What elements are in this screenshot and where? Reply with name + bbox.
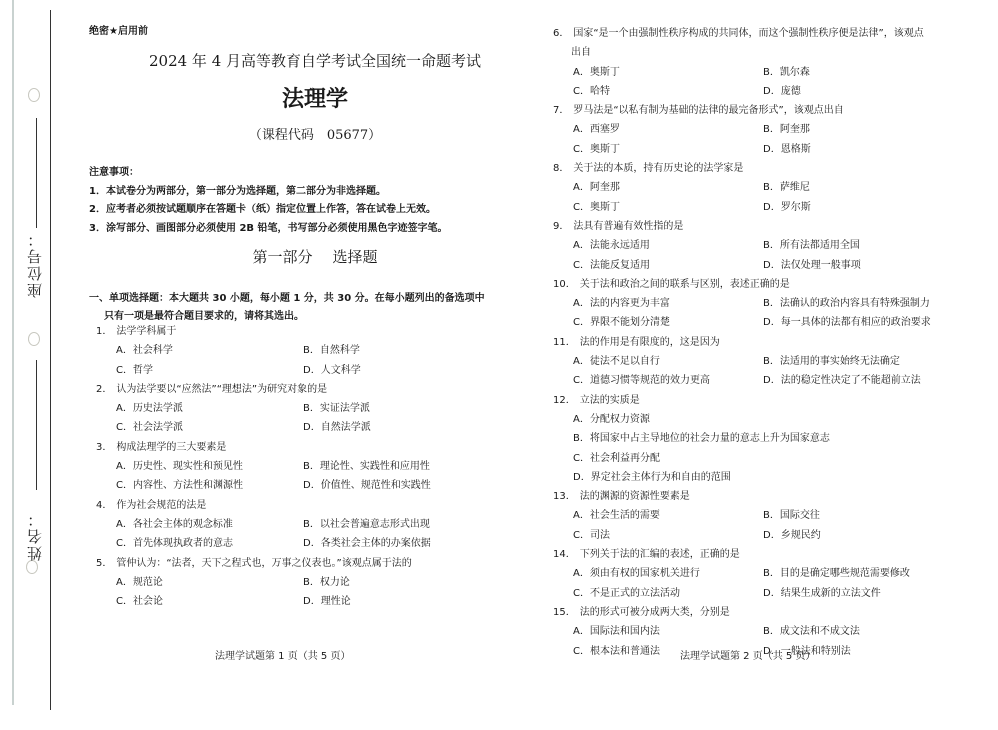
question-text: 管仲认为：“法者，天下之程式也，万事之仪表也。”该观点属于法的 <box>116 557 412 569</box>
punch-hole-icon <box>28 332 40 346</box>
page-footer-2: 法理学试题第 2 页（共 5 页） <box>680 651 816 662</box>
question-text: 关于法和政治之间的联系与区别，表述正确的是 <box>579 278 790 290</box>
answer-option: B．所有法都适用全国 <box>763 240 860 252</box>
notice-item: 1．本试卷分为两部分，第一部分为选择题，第二部分为非选择题。 <box>89 185 386 197</box>
notice-item: 2．应考者必须按试题顺序在答题卡（纸）指定位置上作答，答在试卷上无效。 <box>89 204 436 215</box>
question-text: 作为社会规范的法是 <box>116 499 207 511</box>
option-row <box>553 449 983 468</box>
question-stem <box>553 333 983 352</box>
punch-hole-icon <box>26 560 38 574</box>
option-row <box>553 82 983 101</box>
answer-option: B．成文法和不成文法 <box>763 626 860 638</box>
answer-option: C．内容性、方法性和渊源性 <box>116 480 243 492</box>
answer-option: B．以社会普遍意志形式出现 <box>303 518 430 530</box>
question-text: 法的作用是有限度的，这是因为 <box>579 336 720 348</box>
option-row <box>553 410 983 429</box>
question-stem <box>553 545 983 564</box>
question-number: 3． <box>96 441 113 453</box>
option-row <box>553 564 983 583</box>
answer-option: D．自然法学派 <box>303 422 371 434</box>
question-number: 12． <box>553 394 576 406</box>
question-stem <box>553 24 983 43</box>
answer-option: B．法适用的事实始终无法确定 <box>763 356 900 368</box>
notice-item: 3．涂写部分、画图部分必须使用 2B 铅笔，书写部分必须使用黑色字迹签字笔。 <box>89 222 448 234</box>
answer-option: B．凯尔森 <box>763 66 810 78</box>
question-text: 下列关于法的汇编的表述，正确的是 <box>579 549 740 561</box>
seat-number-label: 座位号： <box>26 230 44 298</box>
answer-option: A．阿奎那 <box>573 182 620 194</box>
answer-option: C．司法 <box>573 529 610 541</box>
answer-option: D．罗尔斯 <box>763 201 811 213</box>
question-stem <box>96 322 526 341</box>
question-text: 构成法理学的三大要素是 <box>116 441 227 453</box>
option-row <box>96 457 526 476</box>
question-number: 14． <box>553 549 576 561</box>
question-text-continued: 出自 <box>571 47 591 59</box>
answer-option: D．界定社会主体行为和自由的范围 <box>573 471 731 483</box>
answer-option: D．理性论 <box>303 596 351 608</box>
question-text: 法学学科属于 <box>116 326 177 337</box>
exam-title: 2024 年 4 月高等教育自学考试全国统一命题考试 <box>148 52 482 70</box>
option-row <box>553 371 983 390</box>
question-stem <box>96 496 526 515</box>
part-one-title: 第一部分 选择题 <box>252 248 378 266</box>
question-number: 8． <box>553 163 570 175</box>
question-number: 15． <box>553 606 576 618</box>
seat-number-underline <box>36 118 37 228</box>
binding-margin-line <box>50 10 51 710</box>
question-stem <box>96 380 526 399</box>
answer-option: B．实证法学派 <box>303 403 370 415</box>
answer-option: C．首先体现执政者的意志 <box>116 538 233 550</box>
answer-option: C．奥斯丁 <box>573 143 620 155</box>
questions-page-1 <box>96 322 526 611</box>
question-number: 7． <box>553 105 570 117</box>
answer-option: D．每一具体的法都有相应的政治要求 <box>763 317 931 329</box>
answer-option: D．一般法和特别法 <box>763 645 851 657</box>
name-underline <box>36 360 37 490</box>
answer-option: C．不是正式的立法活动 <box>573 587 680 599</box>
option-row <box>96 341 526 360</box>
option-row <box>553 140 983 159</box>
punch-hole-icon <box>28 88 40 102</box>
option-row <box>553 198 983 217</box>
secret-mark: 绝密★启用前 <box>89 26 148 37</box>
answer-option: C．根本法和普通法 <box>573 645 660 657</box>
answer-option: C．社会利益再分配 <box>573 452 660 464</box>
option-row <box>96 476 526 495</box>
option-row <box>96 399 526 418</box>
answer-option: B．阿奎那 <box>763 124 810 136</box>
answer-option: A．须由有权的国家机关进行 <box>573 568 700 580</box>
question-text: 法具有普遍有效性指的是 <box>573 220 684 232</box>
answer-option: D．价值性、规范性和实践性 <box>303 480 431 492</box>
answer-option: D．法仅处理一般事项 <box>763 259 861 271</box>
question-stem <box>553 159 983 178</box>
answer-option: A．历史性、现实性和预见性 <box>116 461 243 473</box>
course-code: （课程代码 05677） <box>248 128 382 143</box>
answer-option: C．社会法学派 <box>116 422 183 434</box>
question-number: 10． <box>553 278 576 290</box>
option-row <box>553 622 983 641</box>
question-text: 法的渊源的资源性要素是 <box>579 491 690 503</box>
question-number: 13． <box>553 491 576 503</box>
notice-block <box>89 164 448 238</box>
question-text: 罗马法是“以私有制为基础的法律的最完备形式”，该观点出自 <box>573 105 844 117</box>
answer-option: C．哲学 <box>116 364 153 376</box>
question-stem <box>553 275 983 294</box>
option-row <box>553 526 983 545</box>
answer-option: C．界限不能划分清楚 <box>573 317 670 329</box>
section-instructions: 一、单项选择题：本大题共 30 小题，每小题 1 分，共 30 分。在每小题列出的备选项中 只有一项是最符合题目要求的，请将其选出。 <box>89 293 485 322</box>
question-text: 认为法学要以“应然法”“理想法”为研究对象的是 <box>116 383 328 395</box>
question-number: 2． <box>96 383 113 395</box>
question-stem <box>553 391 983 410</box>
page-footer-1: 法理学试题第 1 页（共 5 页） <box>215 651 351 662</box>
answer-option: A．社会科学 <box>116 345 173 357</box>
answer-option: D．乡规民约 <box>763 529 821 541</box>
option-row <box>553 294 983 313</box>
question-stem <box>553 217 983 236</box>
notice-title: 注意事项： <box>89 167 139 178</box>
option-row <box>553 256 983 275</box>
answer-option: D．庞德 <box>763 85 801 97</box>
questions-page-2 <box>553 24 983 661</box>
answer-option: C．奥斯丁 <box>573 201 620 213</box>
question-stem <box>96 438 526 457</box>
name-label: 姓名： <box>26 510 44 561</box>
answer-option: B．法确认的政治内容具有特殊强制力 <box>763 298 930 310</box>
answer-option: A．历史法学派 <box>116 403 183 415</box>
answer-option: A．西塞罗 <box>573 124 620 136</box>
scan-edge-line <box>12 0 14 705</box>
option-row <box>553 584 983 603</box>
answer-option: B．理论性、实践性和应用性 <box>303 461 430 473</box>
option-row <box>96 534 526 553</box>
question-text: 关于法的本质，持有历史论的法学家是 <box>573 163 744 175</box>
question-number: 4． <box>96 499 113 511</box>
question-number: 6． <box>553 28 570 39</box>
question-number: 5． <box>96 557 113 569</box>
option-row <box>553 236 983 255</box>
question-stem <box>553 101 983 120</box>
question-stem <box>553 603 983 622</box>
answer-option: D．法的稳定性决定了不能超前立法 <box>763 375 921 387</box>
answer-option: B．权力论 <box>303 576 350 588</box>
answer-option: B．自然科学 <box>303 345 360 357</box>
answer-option: D．各类社会主体的办案依据 <box>303 538 431 550</box>
option-row <box>553 120 983 139</box>
answer-option: B．目的是确定哪些规范需要修改 <box>763 568 910 580</box>
option-row <box>553 506 983 525</box>
question-stem <box>96 554 526 573</box>
subject-title: 法理学 <box>281 87 348 112</box>
option-row <box>96 573 526 592</box>
option-row <box>96 418 526 437</box>
answer-option: A．各社会主体的观念标准 <box>116 518 233 530</box>
answer-option: D．结果生成新的立法文件 <box>763 587 881 599</box>
option-row <box>553 429 983 448</box>
answer-option: A．法能永远适用 <box>573 240 650 252</box>
answer-option: C．社会论 <box>116 596 163 608</box>
option-row <box>96 515 526 534</box>
option-row <box>553 63 983 82</box>
question-number: 1． <box>96 326 113 337</box>
option-row <box>553 178 983 197</box>
option-row <box>553 468 983 487</box>
answer-option: C．哈特 <box>573 85 610 97</box>
question-number: 9． <box>553 220 570 232</box>
answer-option: A．分配权力资源 <box>573 413 650 425</box>
question-number: 11． <box>553 336 576 348</box>
question-text: 国家“是一个由强制性秩序构成的共同体，而这个强制性秩序便是法律”，该观点 <box>573 28 924 39</box>
answer-option: D．人文科学 <box>303 364 361 376</box>
answer-option: A．社会生活的需要 <box>573 510 660 522</box>
answer-option: D．恩格斯 <box>763 143 811 155</box>
option-row <box>553 352 983 371</box>
answer-option: A．国际法和国内法 <box>573 626 660 638</box>
answer-option: C．法能反复适用 <box>573 259 650 271</box>
answer-option: B．国际交往 <box>763 510 820 522</box>
option-row <box>96 592 526 611</box>
answer-option: A．法的内容更为丰富 <box>573 298 670 310</box>
question-text: 法的形式可被分成两大类，分别是 <box>579 606 730 618</box>
question-stem <box>553 487 983 506</box>
option-row <box>96 361 526 380</box>
answer-option: B．将国家中占主导地位的社会力量的意志上升为国家意志 <box>573 433 830 445</box>
answer-option: B．萨维尼 <box>763 182 810 194</box>
answer-option: A．奥斯丁 <box>573 66 620 78</box>
question-text: 立法的实质是 <box>579 394 640 406</box>
answer-option: A．规范论 <box>116 576 163 588</box>
answer-option: A．徒法不足以自行 <box>573 356 660 368</box>
answer-option: C．道德习惯等规范的效力更高 <box>573 375 710 387</box>
option-row <box>553 313 983 332</box>
